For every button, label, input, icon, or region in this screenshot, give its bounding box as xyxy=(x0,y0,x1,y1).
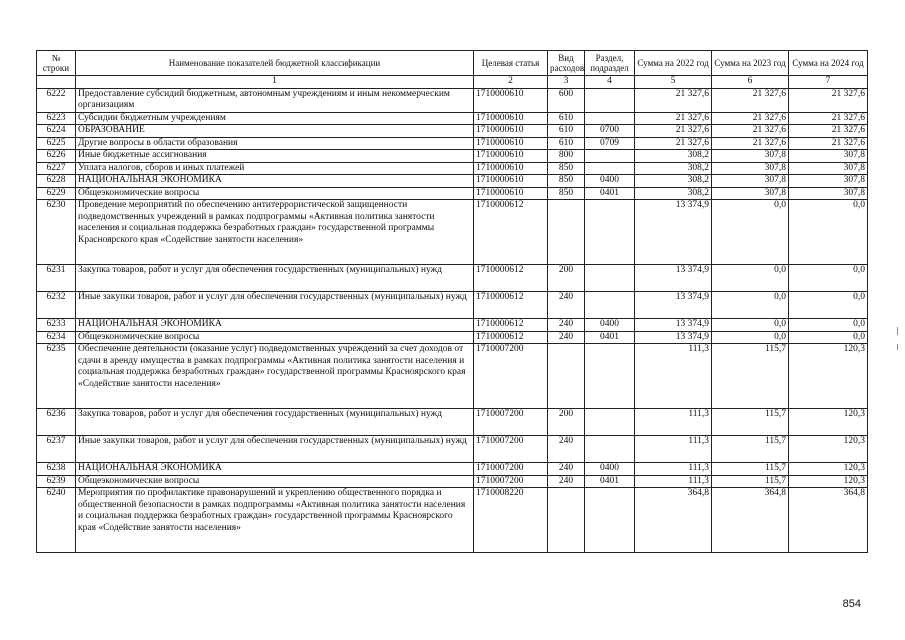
column-index: 7 xyxy=(789,76,868,89)
header-section: Раздел, подраздел xyxy=(585,51,635,76)
row-name: НАЦИОНАЛЬНАЯ ЭКОНОМИКА xyxy=(76,319,474,332)
row-amount-2022: 111,3 xyxy=(635,344,712,409)
header-code: Целевая статья xyxy=(474,51,548,76)
column-index: 2 xyxy=(474,76,548,89)
row-expense-type: 610 xyxy=(548,137,585,150)
row-amount-2022: 21 327,6 xyxy=(635,137,712,150)
row-name: Закупка товаров, работ и услуг для обеспечения государственных (муниципальных) нужд xyxy=(76,265,474,292)
row-expense-type: 240 xyxy=(548,436,585,463)
row-section: 0400 xyxy=(585,319,635,332)
row-target-code: 1710007200 xyxy=(474,475,548,488)
table-row xyxy=(37,162,868,175)
row-amount-2023: 21 327,6 xyxy=(712,88,789,112)
row-amount-2023: 0,0 xyxy=(712,292,789,319)
row-expense-type: 610 xyxy=(548,125,585,138)
row-amount-2023: 0,0 xyxy=(712,319,789,332)
table-body xyxy=(37,88,868,553)
row-amount-2022: 21 327,6 xyxy=(635,88,712,112)
row-amount-2023: 115,7 xyxy=(712,475,789,488)
row-target-code: 1710000612 xyxy=(474,292,548,319)
row-number: 6237 xyxy=(37,436,76,463)
row-section: 0700 xyxy=(585,125,635,138)
row-amount-2022: 13 374,9 xyxy=(635,200,712,265)
row-number: 6226 xyxy=(37,150,76,163)
row-amount-2023: 115,7 xyxy=(712,463,789,476)
row-number: 6231 xyxy=(37,265,76,292)
row-expense-type: 850 xyxy=(548,175,585,188)
row-amount-2024: 307,8 xyxy=(789,162,868,175)
row-target-code: 1710000612 xyxy=(474,265,548,292)
scan-edge-mark xyxy=(897,344,898,350)
row-amount-2022: 13 374,9 xyxy=(635,319,712,332)
row-amount-2022: 13 374,9 xyxy=(635,292,712,319)
table-row xyxy=(37,200,868,265)
row-target-code: 1710000610 xyxy=(474,175,548,188)
row-section xyxy=(585,150,635,163)
row-amount-2024: 120,3 xyxy=(789,463,868,476)
row-amount-2023: 21 327,6 xyxy=(712,137,789,150)
row-expense-type: 850 xyxy=(548,162,585,175)
row-section: 0401 xyxy=(585,331,635,344)
row-section xyxy=(585,344,635,409)
row-number: 6227 xyxy=(37,162,76,175)
row-section xyxy=(585,409,635,436)
row-amount-2024: 0,0 xyxy=(789,319,868,332)
table-row xyxy=(37,292,868,319)
row-amount-2023: 21 327,6 xyxy=(712,125,789,138)
row-expense-type: 800 xyxy=(548,150,585,163)
table-row xyxy=(37,331,868,344)
row-amount-2024: 21 327,6 xyxy=(789,125,868,138)
row-name: Закупка товаров, работ и услуг для обеспечения государственных (муниципальных) нужд xyxy=(76,409,474,436)
row-expense-type xyxy=(548,488,585,553)
row-section xyxy=(585,292,635,319)
row-section xyxy=(585,265,635,292)
row-expense-type xyxy=(548,200,585,265)
row-section xyxy=(585,88,635,112)
header-type: Вид расходов xyxy=(548,51,585,76)
row-amount-2022: 13 374,9 xyxy=(635,265,712,292)
row-amount-2022: 111,3 xyxy=(635,436,712,463)
row-section: 0709 xyxy=(585,137,635,150)
table-row xyxy=(37,463,868,476)
row-amount-2023: 307,8 xyxy=(712,187,789,200)
row-name: Обеспечение деятельности (оказание услуг) подведомственных учреждений за счет доходов от сдачи в аренду имущества в рамках подпрограммы «Активная политика занятости населения и социальная поддержка безработных граждан» государственной программы Красноярского края «Содействие занятости населения» xyxy=(76,344,474,409)
row-target-code: 1710000610 xyxy=(474,112,548,125)
row-expense-type: 240 xyxy=(548,292,585,319)
row-amount-2024: 307,8 xyxy=(789,187,868,200)
row-number: 6236 xyxy=(37,409,76,436)
row-name: Общеэкономические вопросы xyxy=(76,187,474,200)
row-amount-2022: 111,3 xyxy=(635,409,712,436)
row-number: 6233 xyxy=(37,319,76,332)
row-number: 6223 xyxy=(37,112,76,125)
header-row-no: № строки xyxy=(37,51,76,76)
table-row xyxy=(37,344,868,409)
row-section: 0400 xyxy=(585,175,635,188)
row-target-code: 1710000612 xyxy=(474,200,548,265)
row-target-code: 1710007200 xyxy=(474,463,548,476)
table-row xyxy=(37,319,868,332)
row-target-code: 1710008220 xyxy=(474,488,548,553)
row-expense-type: 200 xyxy=(548,409,585,436)
row-section xyxy=(585,488,635,553)
table-row xyxy=(37,88,868,112)
header-2022: Сумма на 2022 год xyxy=(635,51,712,76)
header-name: Наименование показателей бюджетной классификации xyxy=(76,51,474,76)
row-amount-2023: 115,7 xyxy=(712,344,789,409)
row-section xyxy=(585,200,635,265)
row-amount-2024: 0,0 xyxy=(789,292,868,319)
row-name: НАЦИОНАЛЬНАЯ ЭКОНОМИКА xyxy=(76,175,474,188)
row-amount-2022: 111,3 xyxy=(635,475,712,488)
row-amount-2022: 21 327,6 xyxy=(635,112,712,125)
row-name: Субсидии бюджетным учреждениям xyxy=(76,112,474,125)
row-name: Иные закупки товаров, работ и услуг для обеспечения государственных (муниципальных) нужд xyxy=(76,436,474,463)
row-expense-type: 240 xyxy=(548,475,585,488)
column-index: 5 xyxy=(635,76,712,89)
row-amount-2024: 21 327,6 xyxy=(789,112,868,125)
row-name: Проведение мероприятий по обеспечению антитеррористической защищенности подведомственных учреждений в рамках подпрограммы «Активная политика занятости населения и социальная поддержка безработных граждан» государственной программы Красноярского края «Содействие занятости населения» xyxy=(76,200,474,265)
row-number: 6238 xyxy=(37,463,76,476)
row-name: Общеэкономические вопросы xyxy=(76,475,474,488)
row-section xyxy=(585,436,635,463)
row-amount-2024: 307,8 xyxy=(789,150,868,163)
column-index: 3 xyxy=(548,76,585,89)
row-amount-2023: 307,8 xyxy=(712,150,789,163)
row-name: Предоставление субсидий бюджетным, автономным учреждениям и иным некоммерческим организациям xyxy=(76,88,474,112)
page-number: 854 xyxy=(842,598,861,610)
row-target-code: 1710000610 xyxy=(474,125,548,138)
table-row xyxy=(37,265,868,292)
row-target-code: 1710000610 xyxy=(474,137,548,150)
table-row xyxy=(37,150,868,163)
row-amount-2023: 115,7 xyxy=(712,436,789,463)
row-expense-type xyxy=(548,344,585,409)
row-expense-type: 200 xyxy=(548,265,585,292)
table-row xyxy=(37,436,868,463)
header-2023: Сумма на 2023 год xyxy=(712,51,789,76)
row-name: Иные бюджетные ассигнования xyxy=(76,150,474,163)
row-expense-type: 240 xyxy=(548,319,585,332)
table-row xyxy=(37,187,868,200)
row-number: 6232 xyxy=(37,292,76,319)
row-amount-2024: 0,0 xyxy=(789,331,868,344)
row-number: 6225 xyxy=(37,137,76,150)
row-target-code: 1710000610 xyxy=(474,187,548,200)
table-row xyxy=(37,125,868,138)
header-2024: Сумма на 2024 год xyxy=(789,51,868,76)
table-row xyxy=(37,409,868,436)
row-amount-2024: 120,3 xyxy=(789,344,868,409)
row-amount-2023: 307,8 xyxy=(712,175,789,188)
row-target-code: 1710000610 xyxy=(474,150,548,163)
row-name: Уплата налогов, сборов и иных платежей xyxy=(76,162,474,175)
row-section: 0400 xyxy=(585,463,635,476)
row-expense-type: 850 xyxy=(548,187,585,200)
table-row xyxy=(37,475,868,488)
row-section: 0401 xyxy=(585,475,635,488)
header-row xyxy=(37,51,868,76)
row-amount-2023: 0,0 xyxy=(712,331,789,344)
scan-edge-mark xyxy=(897,327,898,335)
budget-table xyxy=(36,50,868,553)
row-amount-2023: 115,7 xyxy=(712,409,789,436)
row-amount-2022: 13 374,9 xyxy=(635,331,712,344)
row-expense-type: 610 xyxy=(548,112,585,125)
row-number: 6222 xyxy=(37,88,76,112)
row-section: 0401 xyxy=(585,187,635,200)
table-row xyxy=(37,112,868,125)
row-section xyxy=(585,162,635,175)
table-row xyxy=(37,488,868,553)
row-amount-2024: 0,0 xyxy=(789,200,868,265)
row-number: 6224 xyxy=(37,125,76,138)
table-row xyxy=(37,175,868,188)
row-amount-2023: 21 327,6 xyxy=(712,112,789,125)
table-row xyxy=(37,137,868,150)
row-amount-2022: 308,2 xyxy=(635,175,712,188)
row-expense-type: 240 xyxy=(548,463,585,476)
row-target-code: 1710000610 xyxy=(474,162,548,175)
row-amount-2024: 307,8 xyxy=(789,175,868,188)
column-index: 6 xyxy=(712,76,789,89)
row-number: 6228 xyxy=(37,175,76,188)
row-name: ОБРАЗОВАНИЕ xyxy=(76,125,474,138)
row-number: 6235 xyxy=(37,344,76,409)
column-index xyxy=(37,76,76,89)
column-index: 4 xyxy=(585,76,635,89)
row-name: Общеэкономические вопросы xyxy=(76,331,474,344)
row-number: 6230 xyxy=(37,200,76,265)
row-target-code: 1710000610 xyxy=(474,88,548,112)
row-target-code: 1710000612 xyxy=(474,319,548,332)
row-expense-type: 240 xyxy=(548,331,585,344)
row-number: 6234 xyxy=(37,331,76,344)
row-amount-2024: 364,8 xyxy=(789,488,868,553)
row-target-code: 1710000612 xyxy=(474,331,548,344)
row-amount-2024: 120,3 xyxy=(789,436,868,463)
row-name: Мероприятия по профилактике правонарушений и укреплению общественного порядка и общественной безопасности в рамках подпрограммы «Активная политика занятости населения и социальная поддержка безработных граждан» государственной программы Красноярского края «Содействие занятости населения» xyxy=(76,488,474,553)
row-amount-2024: 120,3 xyxy=(789,475,868,488)
row-amount-2024: 0,0 xyxy=(789,265,868,292)
row-expense-type: 600 xyxy=(548,88,585,112)
row-amount-2024: 21 327,6 xyxy=(789,137,868,150)
row-number: 6240 xyxy=(37,488,76,553)
row-number: 6229 xyxy=(37,187,76,200)
row-name: Иные закупки товаров, работ и услуг для обеспечения государственных (муниципальных) нужд xyxy=(76,292,474,319)
budget-sheet xyxy=(36,50,867,553)
row-amount-2023: 307,8 xyxy=(712,162,789,175)
row-amount-2022: 308,2 xyxy=(635,150,712,163)
row-amount-2023: 0,0 xyxy=(712,265,789,292)
row-amount-2023: 0,0 xyxy=(712,200,789,265)
row-amount-2022: 21 327,6 xyxy=(635,125,712,138)
row-section xyxy=(585,112,635,125)
row-target-code: 1710007200 xyxy=(474,409,548,436)
row-amount-2024: 120,3 xyxy=(789,409,868,436)
row-amount-2022: 308,2 xyxy=(635,162,712,175)
row-amount-2023: 364,8 xyxy=(712,488,789,553)
row-amount-2022: 308,2 xyxy=(635,187,712,200)
column-index-row xyxy=(37,76,868,89)
row-amount-2024: 21 327,6 xyxy=(789,88,868,112)
row-amount-2022: 364,8 xyxy=(635,488,712,553)
row-number: 6239 xyxy=(37,475,76,488)
row-name: НАЦИОНАЛЬНАЯ ЭКОНОМИКА xyxy=(76,463,474,476)
row-target-code: 1710007200 xyxy=(474,344,548,409)
column-index: 1 xyxy=(76,76,474,89)
row-amount-2022: 111,3 xyxy=(635,463,712,476)
row-name: Другие вопросы в области образования xyxy=(76,137,474,150)
row-target-code: 1710007200 xyxy=(474,436,548,463)
